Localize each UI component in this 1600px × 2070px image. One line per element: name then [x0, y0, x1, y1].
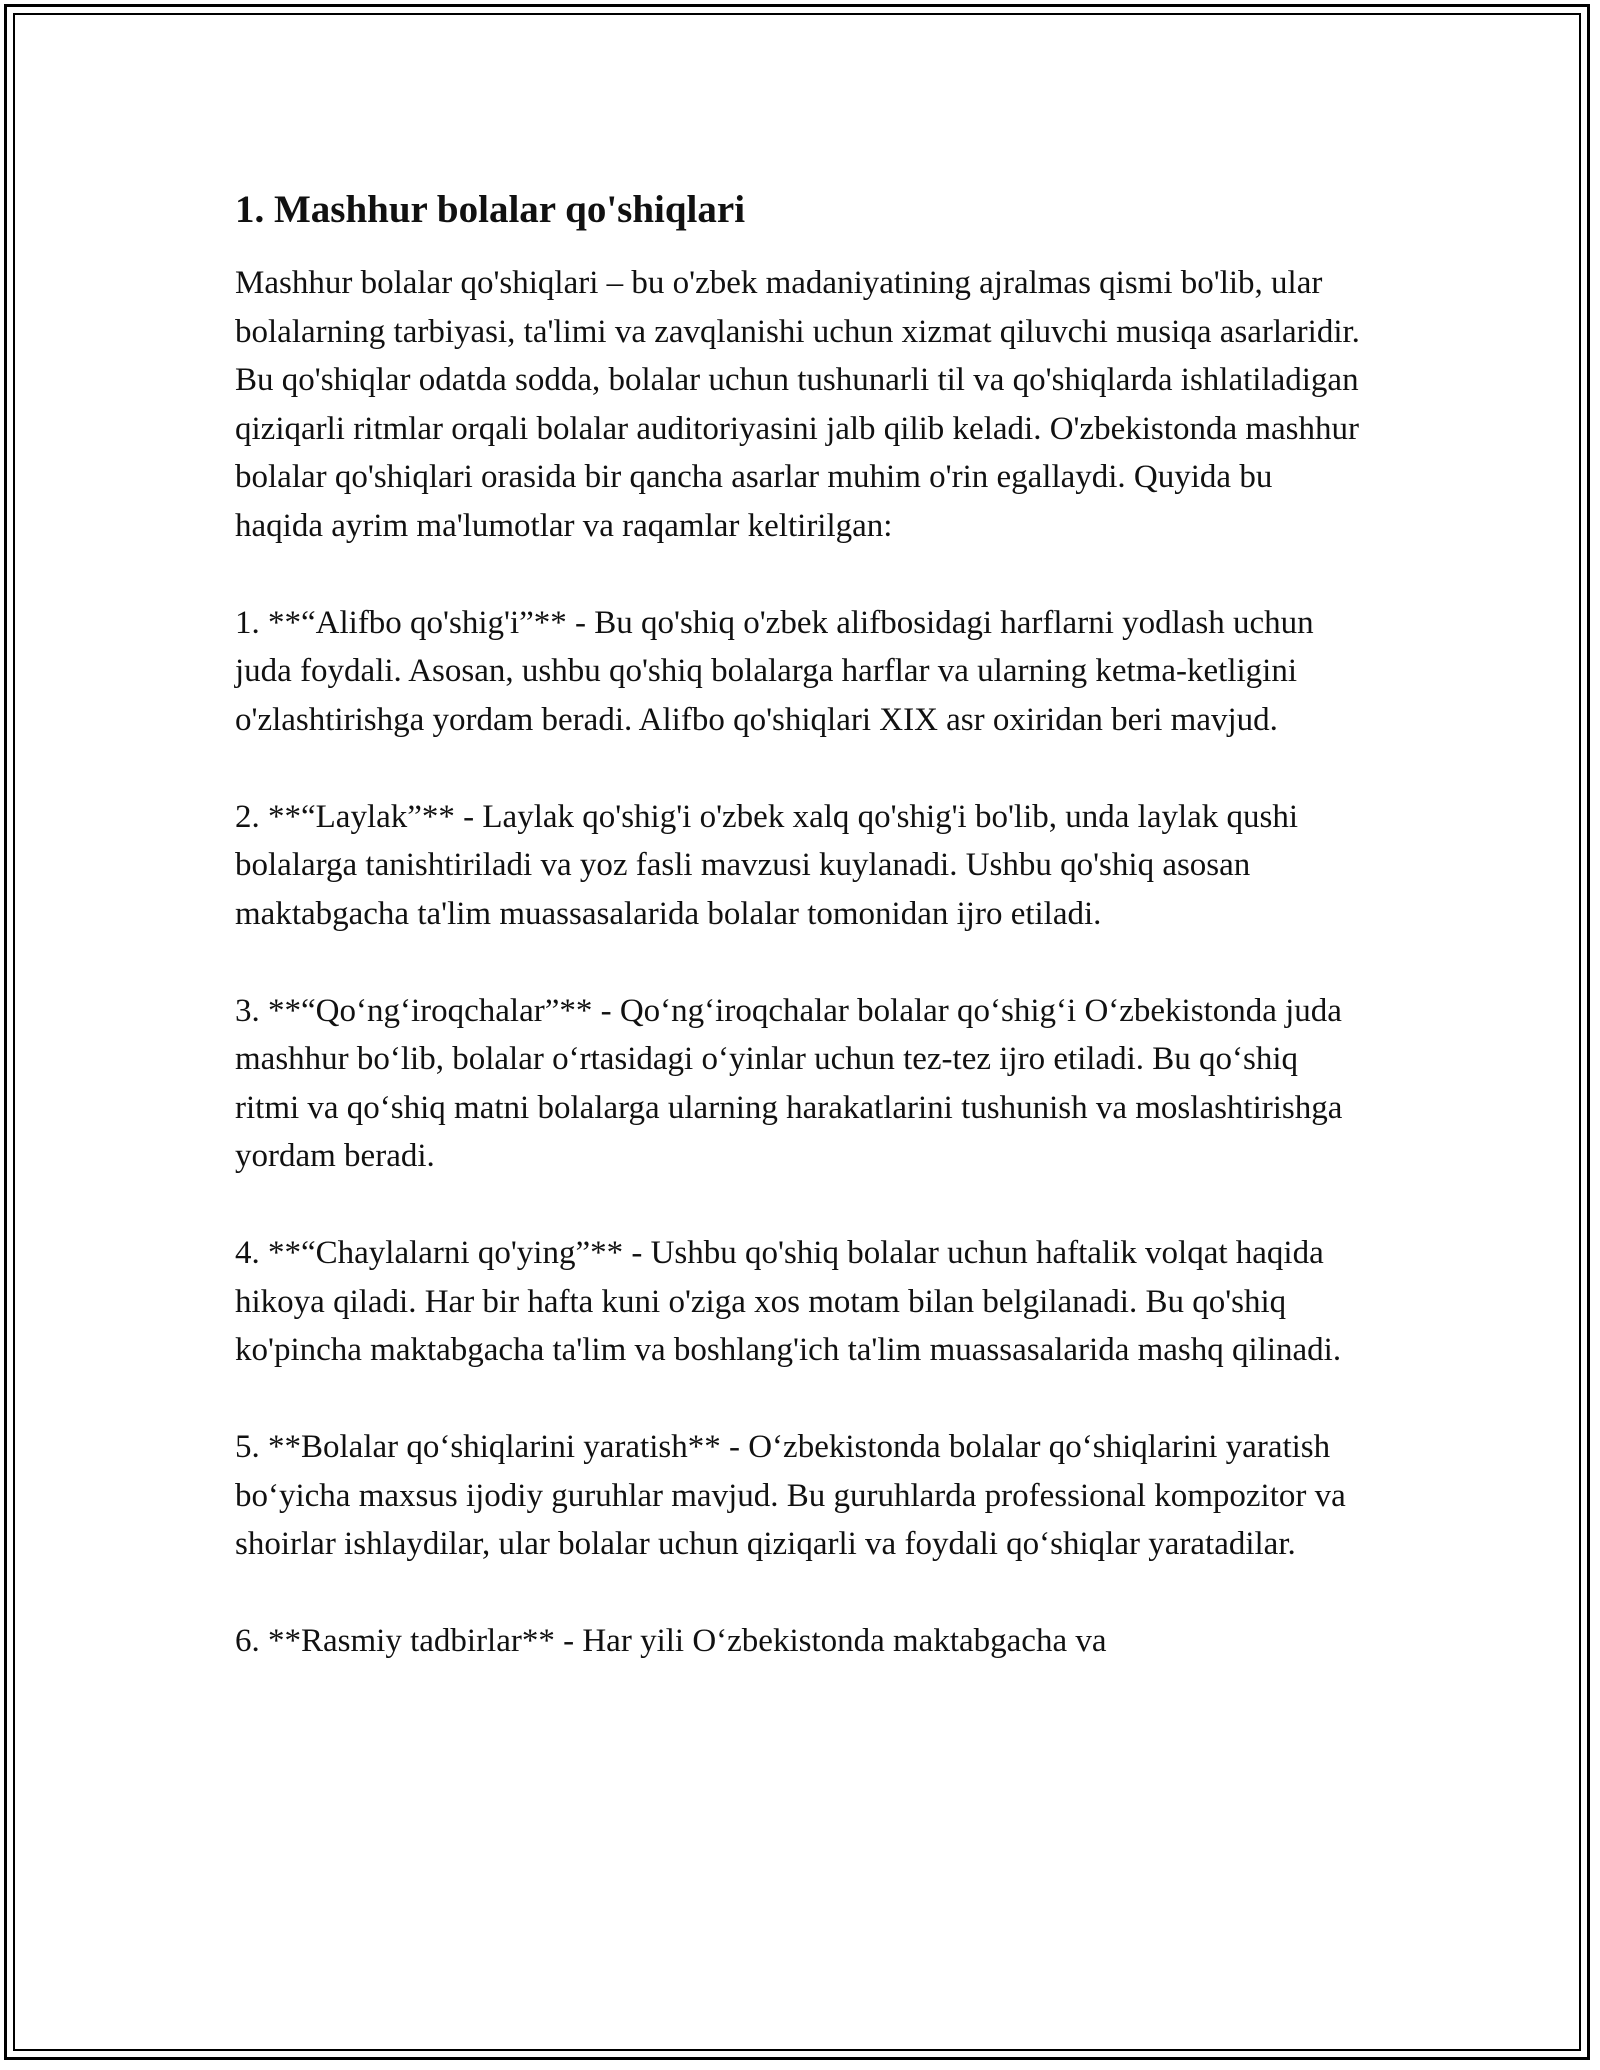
- document-body: [235, 185, 1360, 1714]
- paragraph-intro: Mashhur bolalar qo'shiqlari – bu o'zbek madaniyatining ajralmas qismi bo'lib, ular bolalarning tarbiyasi, ta'limi va zavqlanishi uchun xizmat qiluvchi musiqa asarlaridir. Bu qo'shiqlar odatda sodda, bolalar uchun tushunarli til va qo'shiqlarda ishlatiladigan qiziqarli ritmlar orqali bolalar auditoriyasini jalb qilib keladi. O'zbekistonda mashhur bolalar qo'shiqlari orasida bir qancha asarlar muhim o'rin egallaydi. Quyida bu haqida ayrim ma'lumotlar va raqamlar keltirilgan:: [235, 265, 1360, 544]
- paragraph-item-1: 1. **“Alifbo qo'shig'i”** - Bu qo'shiq o'zbek alifbosidagi harflarni yodlash uchun juda foydali. Asosan, ushbu qo'shiq bolalarga harflar va ularning ketma-ketligini o'zlashtirishga yordam beradi. Alifbo qo'shiqlari XIX asr oxiridan beri mavjud.: [235, 604, 1314, 738]
- paragraph-item-6: 6. **Rasmiy tadbirlar** - Har yili O‘zbekistonda maktabgacha va: [235, 1623, 1107, 1659]
- paragraph-item-4: 4. **“Chaylalarni qo'ying”** - Ushbu qo'shiq bolalar uchun haftalik volqat haqida hikoya qiladi. Har bir hafta kuni o'ziga xos motam bilan belgilanadi. Bu qo'shiq ko'pincha maktabgacha ta'lim va boshlang'ich ta'lim muassasalarida mashq qilinadi.: [235, 1235, 1342, 1368]
- paragraph-item-2: 2. **“Laylak”** - Laylak qo'shig'i o'zbek xalq qo'shig'i bo'lib, unda laylak qushi bolalarga tanishtiriladi va yoz fasli mavzusi kuylanadi. Ushbu qo'shiq asosan maktabgacha ta'lim muassasalarida bolalar tomonidan ijro etiladi.: [235, 798, 1299, 932]
- paragraph-item-5: 5. **Bolalar qo‘shiqlarini yaratish** - O‘zbekistonda bolalar qo‘shiqlarini yaratish bo‘yicha maxsus ijodiy guruhlar mavjud. Bu guruhlarda professional kompozitor va shoirlar ishlaydilar, ular bolalar uchun qiziqarli va foydali qo‘shiqlar yaratadilar.: [235, 1429, 1346, 1562]
- document-title: 1. Mashhur bolalar qo'shiqlari: [235, 188, 746, 231]
- paragraph-item-3: 3. **“Qo‘ng‘iroqchalar”** - Qo‘ng‘iroqchalar bolalar qo‘shig‘i O‘zbekistonda juda mashhur bo‘lib, bolalar o‘rtasidagi o‘yinlar uchun tez-tez ijro etiladi. Bu qo‘shiq ritmi va qo‘shiq matni bolalarga ularning harakatlarini tushunish va moslashtirishga yordam beradi.: [235, 992, 1343, 1174]
